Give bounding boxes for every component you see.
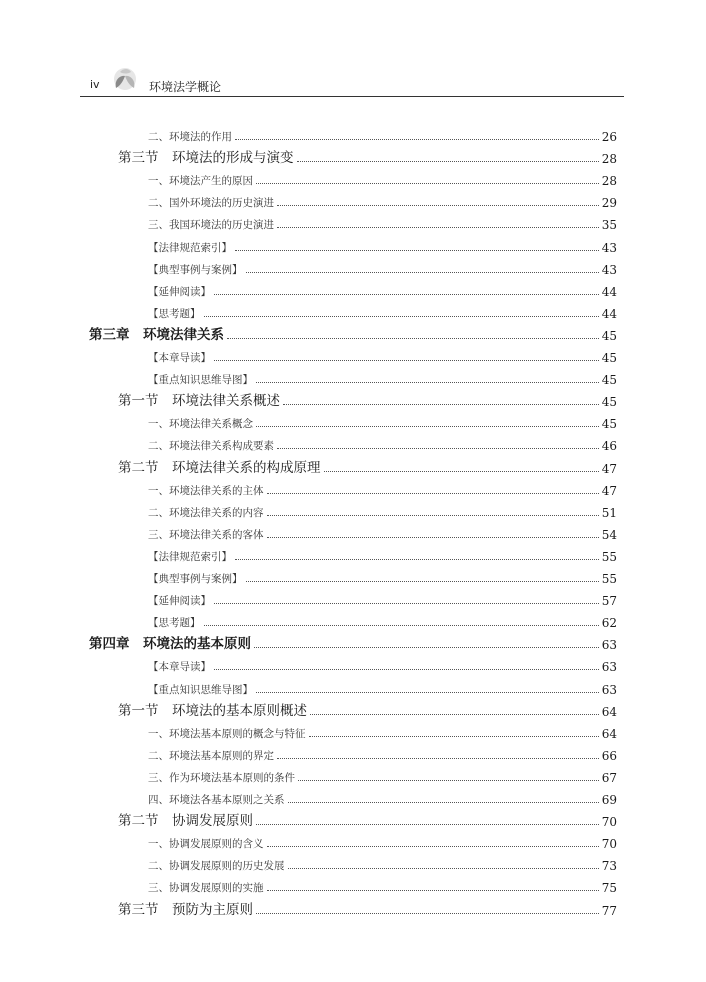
toc-entry-label: 【法律规范索引】 (148, 241, 232, 254)
toc-entry-page: 43 (601, 262, 617, 277)
toc-entry-item[interactable] (148, 431, 617, 453)
toc-entry-item[interactable] (148, 542, 617, 564)
toc-entry-section[interactable] (118, 387, 617, 409)
toc-entry-item[interactable] (148, 166, 617, 188)
toc-entry-label: 第一节 环境法的基本原则概述 (118, 702, 307, 719)
toc-entry-page: 44 (601, 306, 617, 321)
toc-entry-label: 【典型事例与案例】 (148, 263, 243, 276)
toc-entry-page: 64 (601, 726, 617, 741)
toc-entry-item[interactable] (148, 122, 617, 144)
toc-entry-item[interactable] (148, 763, 617, 785)
toc-leader-dots (267, 536, 599, 538)
page-number: iv (90, 78, 100, 91)
toc-entry-item[interactable] (148, 365, 617, 387)
toc-entry-page: 26 (601, 130, 617, 144)
toc-entry-label: 【法律规范索引】 (148, 550, 232, 563)
toc-entry-label: 三、我国环境法的历史演进 (148, 219, 274, 232)
toc-leader-dots (309, 735, 599, 737)
toc-entry-page: 51 (601, 505, 617, 520)
toc-entry-label: 二、环境法的作用 (148, 131, 232, 143)
toc-entry-page: 29 (601, 196, 617, 211)
toc-entry-label: 二、国外环境法的历史演进 (148, 197, 274, 210)
toc-leader-dots (288, 867, 599, 869)
toc-entry-section[interactable] (118, 896, 617, 918)
toc-leader-dots (324, 470, 599, 472)
toc-leader-dots (256, 691, 599, 693)
toc-entry-item[interactable] (148, 299, 617, 321)
toc-leader-dots (214, 668, 599, 670)
toc-leader-dots (298, 779, 599, 781)
toc-leader-dots (214, 359, 599, 361)
toc-entry-item[interactable] (148, 586, 617, 608)
toc-entry-label: 一、环境法产生的原因 (148, 175, 253, 188)
running-header (80, 66, 624, 97)
toc-entry-section[interactable] (118, 454, 617, 476)
toc-leader-dots (297, 160, 599, 162)
toc-entry-label: 一、环境法律关系的主体 (148, 484, 264, 497)
toc-entry-page: 57 (601, 594, 617, 609)
toc-leader-dots (256, 425, 599, 427)
toc-leader-dots (310, 713, 599, 715)
toc-leader-dots (277, 447, 599, 449)
leaf-logo-icon (108, 66, 142, 94)
toc-entry-item[interactable] (148, 476, 617, 498)
toc-entry-label: 二、环境法律关系构成要素 (148, 440, 274, 453)
toc-leader-dots (214, 293, 599, 295)
toc-entry-page: 69 (601, 793, 617, 807)
toc-entry-page: 64 (601, 704, 617, 719)
toc-entry-label: 二、环境法律关系的内容 (148, 506, 264, 519)
toc-entry-page: 63 (601, 638, 617, 653)
toc-entry-label: 【延伸阅读】 (148, 285, 211, 298)
toc-entry-item[interactable] (148, 409, 617, 431)
toc-entry-page: 55 (601, 549, 617, 564)
toc-entry-page: 45 (601, 417, 617, 432)
toc-entry-label: 二、协调发展原则的历史发展 (148, 860, 285, 873)
toc-leader-dots (227, 337, 599, 339)
toc-leader-dots (277, 757, 599, 759)
toc-entry-chapter[interactable] (89, 321, 617, 343)
toc-entry-section[interactable] (118, 697, 617, 719)
toc-leader-dots (283, 403, 599, 405)
toc-entry-item[interactable] (148, 520, 617, 542)
toc-entry-label: 四、环境法各基本原则之关系 (148, 794, 285, 806)
toc-entry-chapter[interactable] (89, 630, 617, 652)
toc-entry-page: 63 (601, 682, 617, 697)
toc-entry-label: 第三章 环境法律关系 (89, 326, 224, 343)
toc-entry-label: 三、作为环境法基本原则的条件 (148, 771, 295, 784)
toc-entry-item[interactable] (148, 785, 617, 807)
toc-entry-page: 70 (601, 837, 617, 852)
toc-entry-page: 77 (601, 903, 617, 918)
toc-entry-item[interactable] (148, 652, 617, 674)
toc-leader-dots (256, 182, 599, 184)
toc-entry-item[interactable] (148, 719, 617, 741)
toc-leader-dots (288, 801, 599, 803)
toc-entry-label: 一、环境法律关系概念 (148, 418, 253, 431)
toc-entry-page: 66 (601, 748, 617, 763)
toc-leader-dots (277, 204, 599, 206)
toc-entry-item[interactable] (148, 277, 617, 299)
toc-entry-page: 54 (601, 527, 617, 542)
toc-entry-page: 70 (601, 815, 617, 830)
toc-leader-dots (246, 271, 599, 273)
toc-entry-label: 第四章 环境法的基本原则 (89, 636, 251, 653)
toc-entry-page: 75 (601, 881, 617, 896)
toc-leader-dots (267, 514, 599, 516)
toc-entry-page: 67 (601, 770, 617, 785)
toc-entry-item[interactable] (148, 608, 617, 630)
toc-entry-label: 【重点知识思维导图】 (148, 374, 253, 387)
toc-entry-page: 62 (601, 616, 617, 631)
toc-entry-label: 三、环境法律关系的客体 (148, 528, 264, 541)
toc-entry-section[interactable] (118, 807, 617, 829)
toc-entry-label: 【本章导读】 (148, 661, 211, 674)
toc-entry-label: 【本章导读】 (148, 352, 211, 364)
toc-entry-page: 44 (601, 284, 617, 299)
toc-entry-page: 43 (601, 240, 617, 255)
toc-entry-item[interactable] (148, 343, 617, 365)
toc-leader-dots (204, 624, 599, 626)
toc-entry-page: 35 (601, 218, 617, 233)
toc-entry-label: 【典型事例与案例】 (148, 573, 243, 585)
toc-entry-item[interactable] (148, 873, 617, 895)
toc-leader-dots (277, 226, 599, 228)
toc-leader-dots (254, 646, 599, 648)
toc-leader-dots (256, 823, 599, 825)
toc-entry-page: 45 (601, 351, 617, 365)
toc-entry-page: 45 (601, 328, 617, 343)
toc-entry-page: 47 (601, 461, 617, 476)
toc-entry-item[interactable] (148, 564, 617, 586)
toc-entry-label: 一、环境法基本原则的概念与特征 (148, 727, 306, 740)
toc-entry-label: 第三节 预防为主原则 (118, 901, 253, 918)
toc-entry-item[interactable] (148, 255, 617, 277)
toc-entry-label: 【思考题】 (148, 617, 201, 630)
toc-entry-page: 45 (601, 373, 617, 388)
toc-entry-section[interactable] (118, 144, 617, 166)
toc-entry-label: 第二节 协调发展原则 (118, 813, 253, 830)
toc-entry-item[interactable] (148, 675, 617, 697)
toc-leader-dots (235, 249, 599, 251)
toc-entry-item[interactable] (148, 741, 617, 763)
toc-entry-label: 一、协调发展原则的含义 (148, 838, 264, 851)
toc-entry-page: 47 (601, 483, 617, 498)
toc-entry-label: 二、环境法基本原则的界定 (148, 749, 274, 762)
toc-entry-page: 45 (601, 395, 617, 410)
toc-entry-page: 28 (601, 152, 617, 167)
toc-entry-page: 73 (601, 859, 617, 874)
toc-leader-dots (235, 558, 599, 560)
toc-entry-label: 【思考题】 (148, 307, 201, 320)
toc-leader-dots (235, 138, 599, 140)
toc-entry-item[interactable] (148, 851, 617, 873)
toc-entry-label: 三、协调发展原则的实施 (148, 882, 264, 895)
toc-entry-item[interactable] (148, 210, 617, 232)
toc-entry-page: 46 (601, 439, 617, 454)
toc-entry-label: 第三节 环境法的形成与演变 (118, 150, 294, 167)
toc-leader-dots (204, 315, 599, 317)
book-title: 环境法学概论 (149, 80, 222, 94)
toc-leader-dots (267, 492, 599, 494)
toc-entry-page: 28 (601, 174, 617, 189)
toc-entry-item[interactable] (148, 233, 617, 255)
toc-entry-page: 63 (601, 660, 617, 675)
toc-leader-dots (267, 845, 599, 847)
toc-leader-dots (214, 602, 599, 604)
toc-leader-dots (246, 580, 599, 582)
toc-entry-label: 【延伸阅读】 (148, 595, 211, 608)
toc-leader-dots (256, 381, 599, 383)
toc-leader-dots (267, 889, 599, 891)
toc-entry-item[interactable] (148, 829, 617, 851)
toc-entry-label: 第二节 环境法律关系的构成原理 (118, 459, 321, 476)
toc-entry-label: 第一节 环境法律关系概述 (118, 393, 280, 410)
toc-entry-label: 【重点知识思维导图】 (148, 683, 253, 696)
toc-entry-item[interactable] (148, 498, 617, 520)
toc-entry-item[interactable] (148, 188, 617, 210)
toc-entry-page: 55 (601, 572, 617, 586)
toc-leader-dots (256, 912, 599, 914)
